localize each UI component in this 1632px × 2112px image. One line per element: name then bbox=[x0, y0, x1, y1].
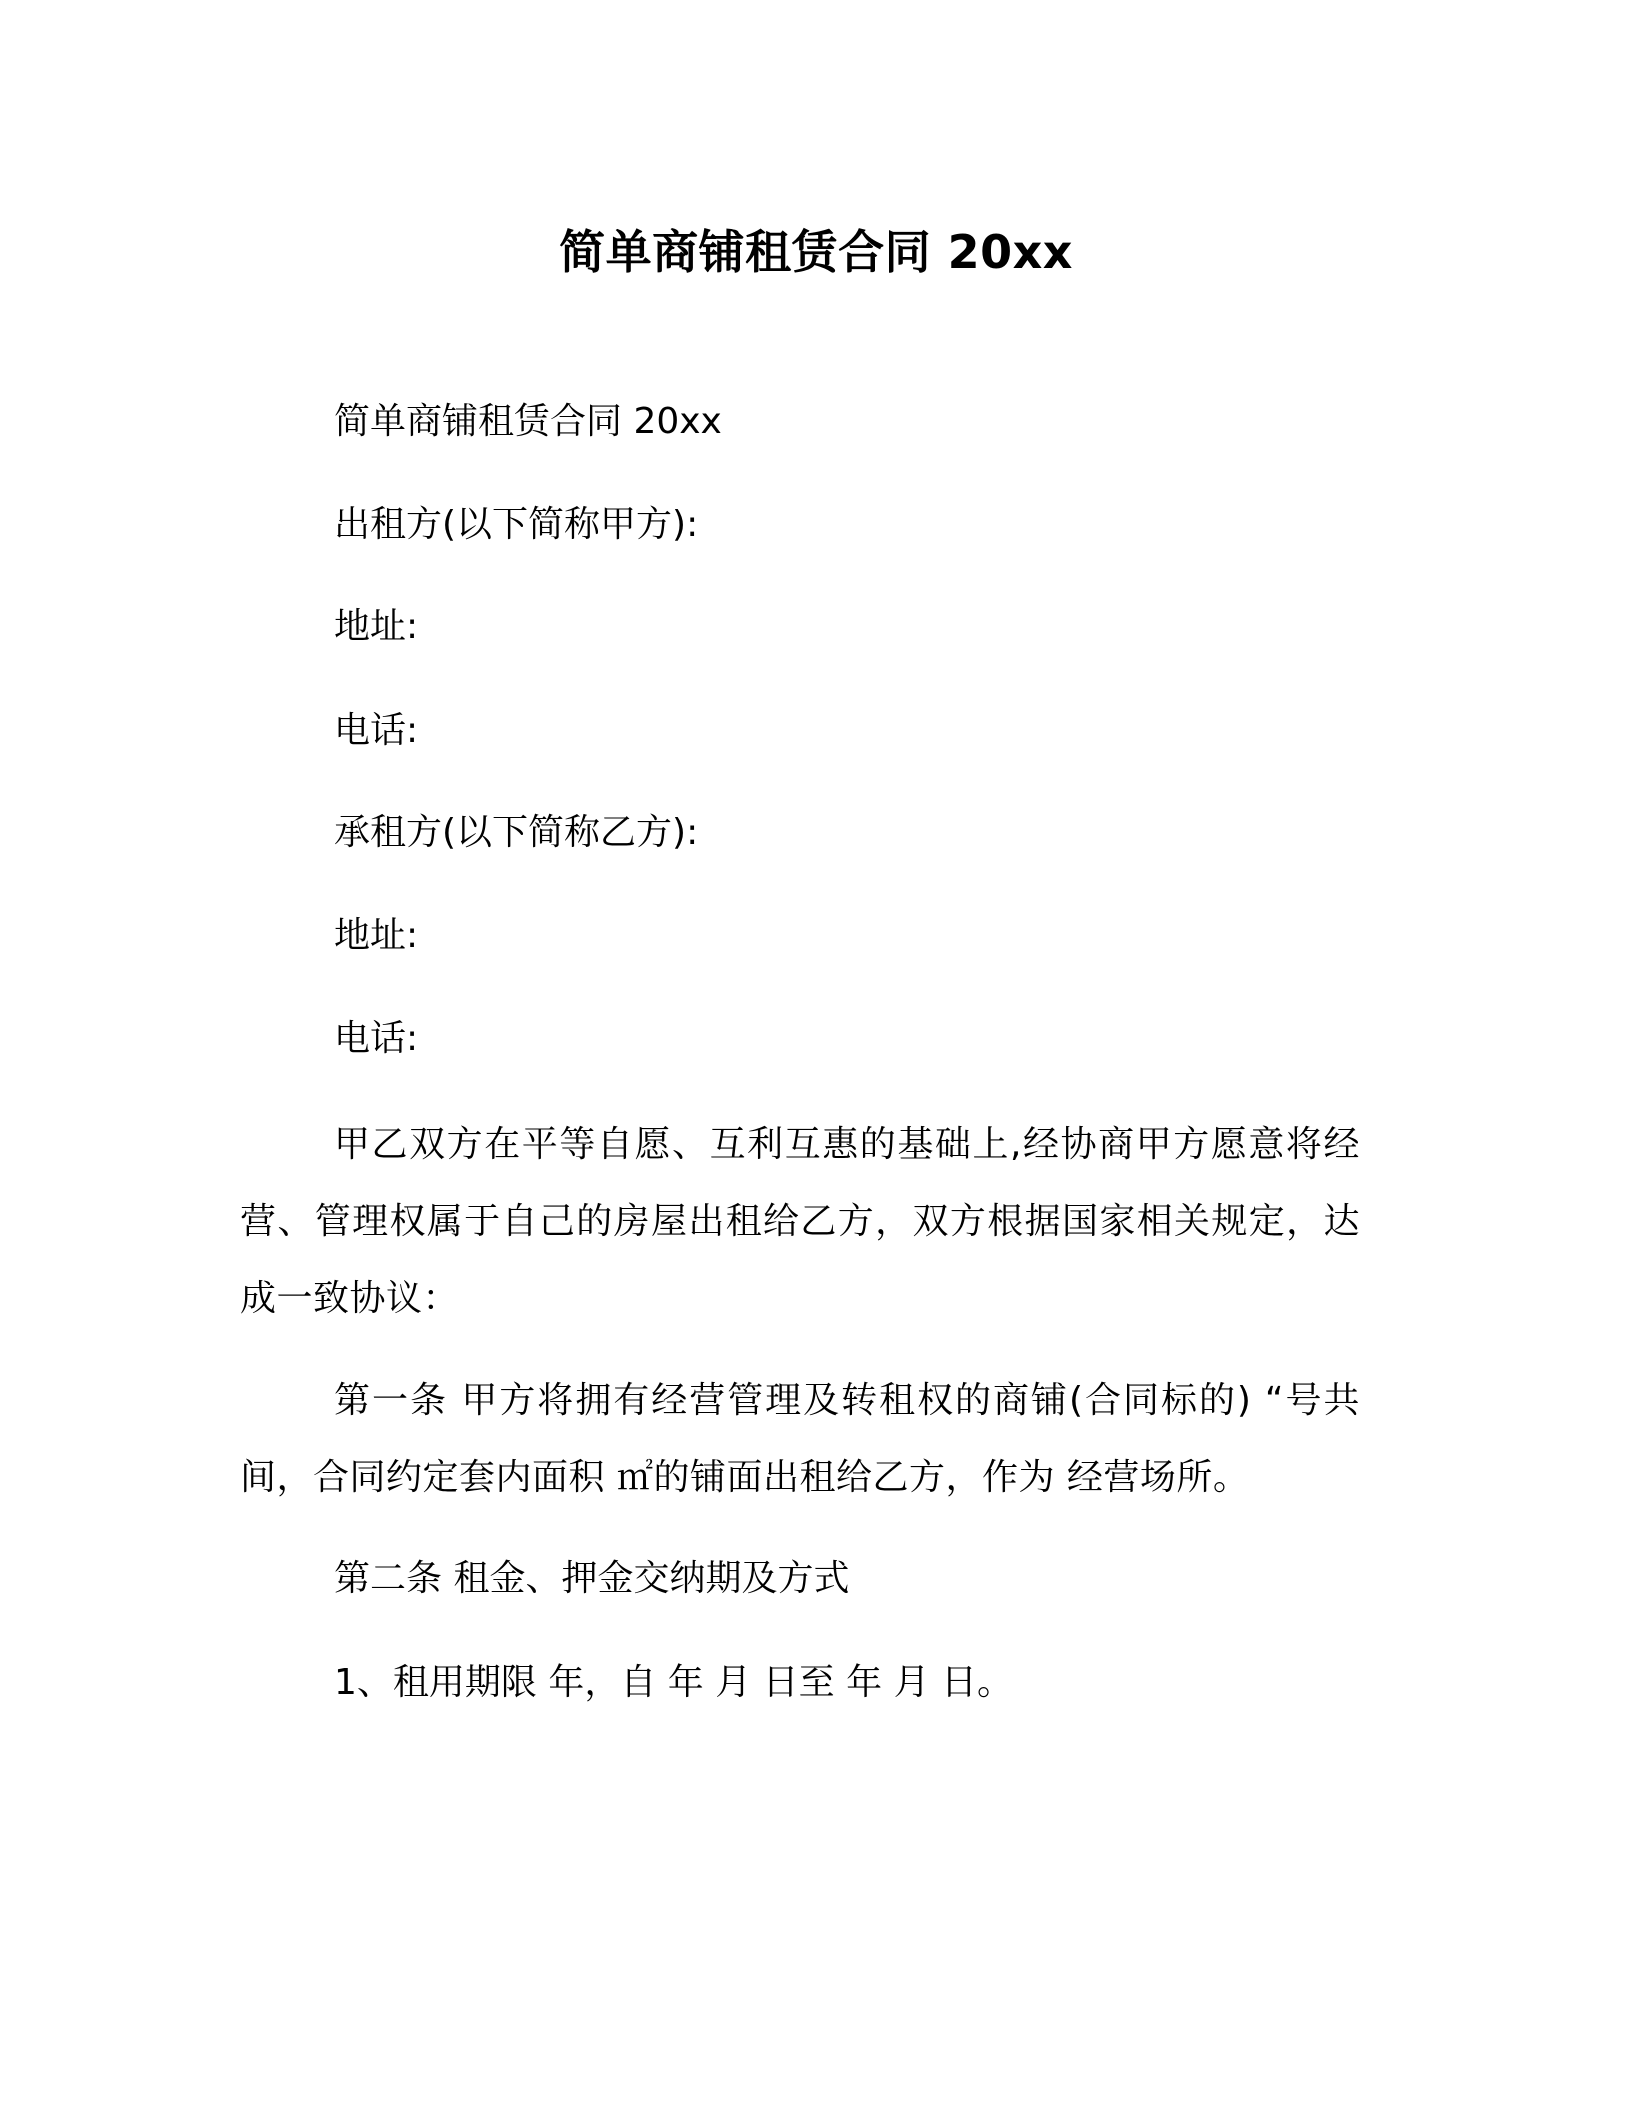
lessor-address-label: 地址: bbox=[334, 606, 419, 647]
article-2-heading: 第二条 租金、押金交纳期及方式 bbox=[334, 1558, 850, 1599]
document-title: 简单商铺租赁合同 20xx bbox=[559, 225, 1073, 279]
document-subtitle: 简单商铺租赁合同 20xx bbox=[334, 401, 722, 442]
lessor-label: 出租方(以下简称甲方): bbox=[334, 504, 699, 545]
article-1-paragraph: 第一条 甲方将拥有经营管理及转租权的商铺(合同标的) “号共间，合同约定套内面积 ㎡的铺面出租给乙方，作为 经营场所。 bbox=[240, 1380, 1360, 1498]
lessee-address-label: 地址: bbox=[334, 915, 419, 956]
lessor-phone-label: 电话: bbox=[334, 710, 419, 751]
lessee-label: 承租方(以下简称乙方): bbox=[334, 812, 699, 853]
lessee-phone-label: 电话: bbox=[334, 1018, 419, 1059]
clause-2-1: 1、租用期限 年，自 年 月 日至 年 月 日。 bbox=[334, 1662, 1014, 1703]
preamble-paragraph: 甲乙双方在平等自愿、互利互惠的基础上,经协商甲方愿意将经营、管理权属于自己的房屋出租给乙方，双方根据国家相关规定，达成一致协议： bbox=[240, 1124, 1360, 1319]
